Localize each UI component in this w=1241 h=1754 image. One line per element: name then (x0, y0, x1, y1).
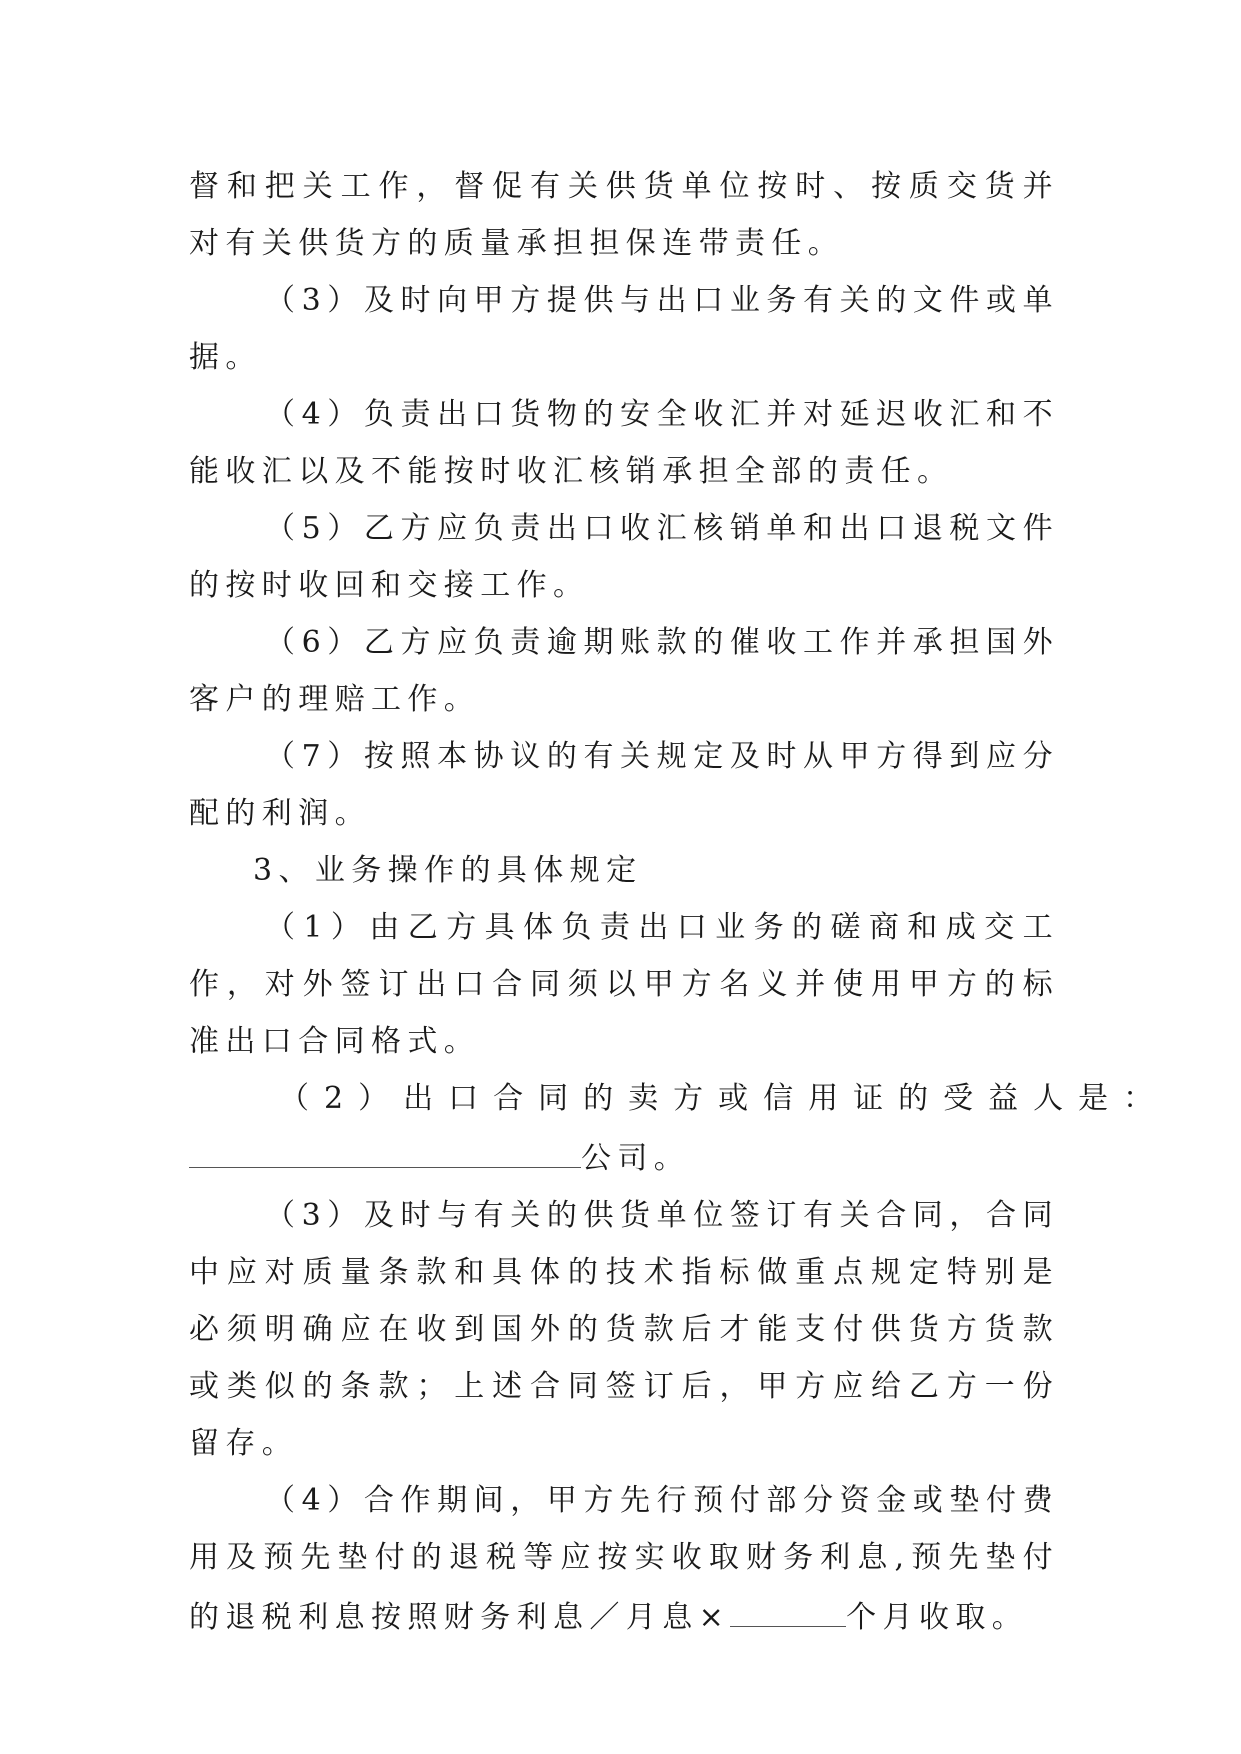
paragraph-op-3: （3）及时与有关的供货单位签订有关合同，合同中应对质量条款和具体的技术指标做重点规定特别是必须明确应在收到国外的货款后才能支付供货方货款或类似的条款；上述合同签订后，甲方应给乙方一份留存。 (189, 1198, 1059, 1461)
paragraph-item-4: （4）负责出口货物的安全收汇并对延迟收汇和不能收汇以及不能按时收汇核销承担全部的责任。 (189, 397, 1059, 489)
beneficiary-blank (189, 1127, 581, 1168)
paragraph-item-3: （3）及时向甲方提供与出口业务有关的文件或单据。 (189, 283, 1059, 375)
months-blank (730, 1586, 846, 1627)
paragraph-continuation: 督和把关工作，督促有关供货单位按时、按质交货并对有关供货方的质量承担担保连带责任。 (189, 169, 1059, 261)
paragraph-item-5: （5）乙方应负责出口收汇核销单和出口退税文件的按时收回和交接工作。 (189, 511, 1059, 603)
paragraph-item-7: （7）按照本协议的有关规定及时从甲方得到应分配的利润。 (189, 739, 1059, 831)
paragraph-op-2-line2 (189, 1127, 1059, 1187)
paragraph-op-4-text: （4）合作期间，甲方先行预付部分资金或垫付费用及预先垫付的退税等应按实收取财务利息,预先垫付的退税利息按照财务利息／月息× (189, 1483, 1059, 1635)
paragraph-op-1: （1）由乙方具体负责出口业务的磋商和成交工作，对外签订出口合同须以甲方名义并使用甲方的标准出口合同格式。 (189, 910, 1059, 1059)
paragraph-op-2: （2）出口合同的卖方或信用证的受益人是： (279, 1081, 1169, 1116)
beneficiary-suffix: 公司。 (581, 1141, 691, 1176)
document-body (189, 158, 1169, 1646)
paragraph-op-4-suffix: 个月收取。 (846, 1600, 1029, 1635)
paragraph-op-4 (189, 1472, 1059, 1646)
section-heading: 3、业务操作的具体规定 (253, 853, 643, 888)
paragraph-item-6: （6）乙方应负责逾期账款的催收工作并承担国外客户的理赔工作。 (189, 625, 1059, 717)
